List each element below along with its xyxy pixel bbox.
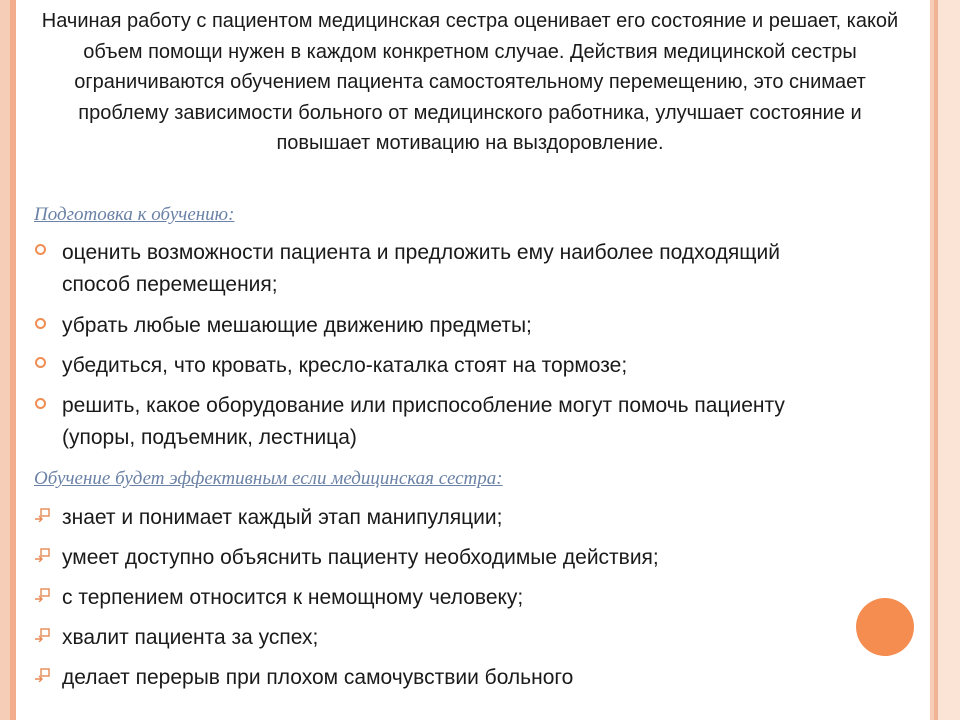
list-item: умеет доступно объяснить пациенту необходимые действия; [62,546,659,569]
list-item: решить, какое оборудование или приспособление могут помочь пациенту (упоры, подъемник, лестница) [62,394,785,449]
box-arrow-bullet-icon [33,588,51,602]
list-item: убедиться, что кровать, кресло-каталка стоят на тормозе; [62,354,628,377]
list-item: хвалит пациента за успех; [62,626,319,649]
section-heading-effective-training: Обучение будет эффективным если медицинская сестра: [34,468,503,489]
list-item: знает и понимает каждый этап манипуляции; [62,506,503,529]
circle-bullet-icon [35,318,46,329]
left-border-stripe-inner [10,0,16,720]
box-arrow-bullet-icon [33,628,51,642]
circle-bullet-icon [35,398,46,409]
list-item: убрать любые мешающие движению предметы; [62,314,532,337]
section-heading-preparation: Подготовка к обучению: [34,204,235,225]
box-arrow-bullet-icon [33,548,51,562]
list-item: с терпением относится к немощному человеку; [62,586,524,609]
circle-bullet-icon [35,244,46,255]
circle-bullet-icon [35,357,46,368]
list-item: делает перерыв при плохом самочувствии больного [62,666,574,689]
left-border-stripe [0,0,10,720]
box-arrow-bullet-icon [33,508,51,522]
list-item: оценить возможности пациента и предложить ему наиболее подходящий способ перемещения; [62,241,780,296]
right-border-stripe-outer [938,0,960,720]
box-arrow-bullet-icon [33,668,51,682]
decorative-orange-circle [856,598,914,656]
intro-paragraph: Начиная работу с пациентом медицинская сестра оценивает его состояние и решает, какой объем помощи нужен в каждом конкретном случае. Действия медицинской сестры ограничиваются обучением пациента самостоятельному перемещению, это снимает проблему зависимости больного от медицинского работника, улучшает состояние и повышает мотивацию на выздоровление. [41,10,899,154]
